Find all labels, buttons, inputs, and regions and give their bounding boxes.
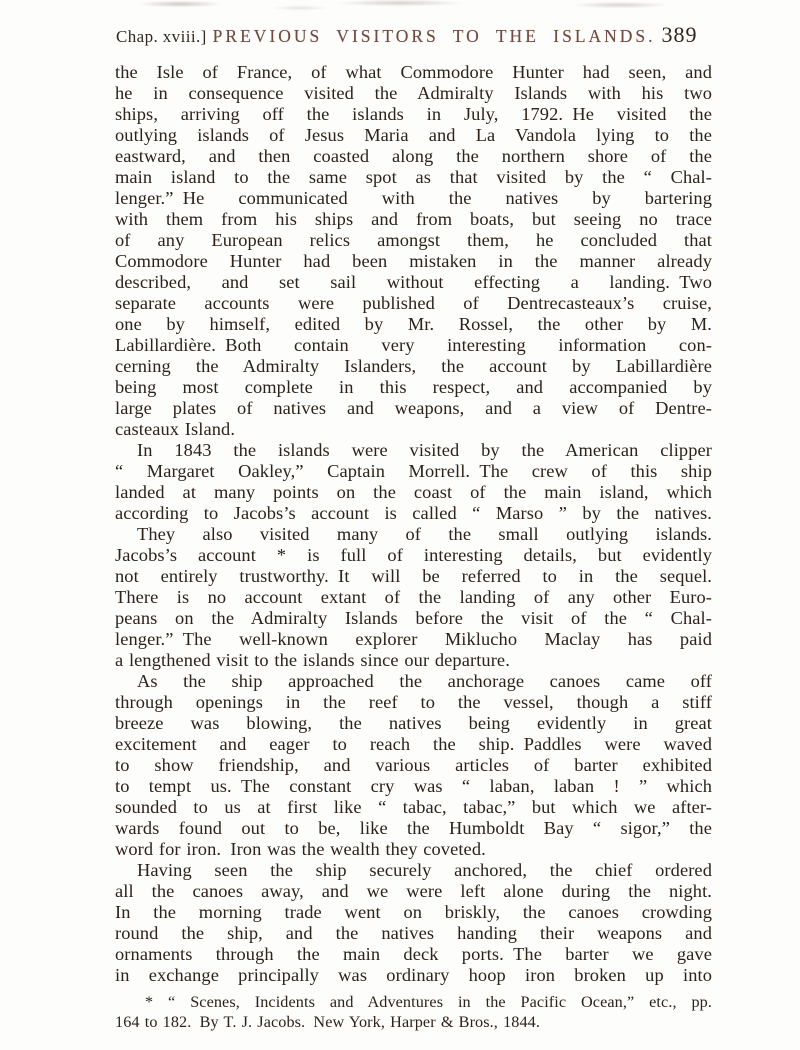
text-line: with them from his ships and from boats, but seeing no trace: [115, 209, 712, 229]
text-line: word for iron. Iron was the wealth they coveted.: [115, 839, 486, 859]
text-line: landed at many points on the coast of the main island, which: [115, 482, 712, 502]
text-line: Jacobs’s account * is full of interesting details, but evidently: [115, 545, 712, 565]
running-title: PREVIOUS VISITORS TO THE ISLANDS.: [212, 26, 656, 46]
text-line: outlying islands of Jesus Maria and La Vandola lying to the: [115, 125, 712, 145]
text-line: described, and set sail without effecting a landing. Two: [115, 272, 712, 292]
text-line: through openings in the reef to the vessel, though a stiff: [115, 692, 712, 712]
text-line: not entirely trustworthy. It will be referred to in the sequel.: [115, 566, 712, 586]
text-line: There is no account extant of the landing of any other Euro-: [115, 587, 712, 607]
text-line: excitement and eager to reach the ship. Paddles were waved: [115, 734, 712, 754]
page-number: 389: [661, 22, 698, 47]
text-line: separate accounts were published of Dentrecasteaux’s cruise,: [115, 293, 712, 313]
text-line: Commodore Hunter had been mistaken in the manner already: [115, 251, 712, 271]
text-line: As the ship approached the anchorage canoes came off: [137, 671, 712, 691]
text-line: lenger.” He communicated with the natives by bartering: [115, 188, 712, 208]
text-line: peans on the Admiralty Islands before the visit of the “ Chal-: [115, 608, 712, 628]
text-line: cerning the Admiralty Islanders, the account by Labillardière: [115, 356, 712, 376]
text-line: in exchange principally was ordinary hoop iron broken up into: [115, 965, 712, 985]
paragraph: [115, 524, 712, 671]
text-line: lenger.” The well-known explorer Miklucho Maclay has paid: [115, 629, 712, 649]
text-line: Labillardière. Both contain very interesting information con-: [115, 335, 712, 355]
text-line: They also visited many of the small outlying islands.: [137, 524, 712, 544]
text-line: In the morning trade went on briskly, the canoes crowding: [115, 902, 712, 922]
text-block: [115, 62, 712, 1032]
text-line: wards found out to be, like the Humboldt Bay “ sigor,” the: [115, 818, 712, 838]
text-line: main island to the same spot as that visited by the “ Chal-: [115, 167, 712, 187]
text-line: a lengthened visit to the islands since our departure.: [115, 650, 510, 670]
paragraph: [115, 671, 712, 860]
text-line: In 1843 the islands were visited by the American clipper: [137, 440, 712, 460]
chapter-label: Chap. xviii.]: [116, 27, 207, 46]
text-line: “ Margaret Oakley,” Captain Morrell. The crew of this ship: [115, 461, 712, 481]
text-line: round the ship, and the natives handing their weapons and: [115, 923, 712, 943]
text-line: large plates of natives and weapons, and a view of Dentre-: [115, 398, 712, 418]
text-line: to show friendship, and various articles of barter exhibited: [115, 755, 712, 775]
text-line: being most complete in this respect, and accompanied by: [115, 377, 712, 397]
text-line: according to Jacobs’s account is called “ Marso ” by the natives.: [115, 503, 712, 523]
text-line: he in consequence visited the Admiralty Islands with his two: [115, 83, 712, 103]
text-line: to tempt us. The constant cry was “ laban, laban ! ” which: [115, 776, 712, 796]
paragraph: [115, 62, 712, 440]
text-line: the Isle of France, of what Commodore Hunter had seen, and: [115, 62, 712, 82]
footnote-line: 164 to 182. By T. J. Jacobs. New York, Harper & Bros., 1844.: [115, 1013, 541, 1031]
paragraph: [115, 440, 712, 524]
text-line: Having seen the ship securely anchored, the chief ordered: [137, 860, 712, 880]
text-line: of any European relics amongst them, he concluded that: [115, 230, 712, 250]
text-line: breeze was blowing, the natives being evidently in great: [115, 713, 712, 733]
text-line: ships, arriving off the islands in July, 1792. He visited the: [115, 104, 712, 124]
footnote-line: * “ Scenes, Incidents and Adventures in the Pacific Ocean,” etc., pp.: [145, 993, 712, 1011]
text-line: ornaments through the main deck ports. The barter we gave: [115, 944, 712, 964]
paragraph: [115, 860, 712, 986]
text-line: all the canoes away, and we were left alone during the night.: [115, 881, 712, 901]
page-header: [116, 22, 713, 48]
footnote: [115, 992, 712, 1032]
text-line: sounded to us at first like “ tabac, tabac,” but which we after-: [115, 797, 712, 817]
text-line: casteaux Island.: [115, 419, 236, 439]
text-line: eastward, and then coasted along the northern shore of the: [115, 146, 712, 166]
scan-artifact-top: [0, 0, 800, 22]
text-line: one by himself, edited by Mr. Rossel, the other by M.: [115, 314, 712, 334]
